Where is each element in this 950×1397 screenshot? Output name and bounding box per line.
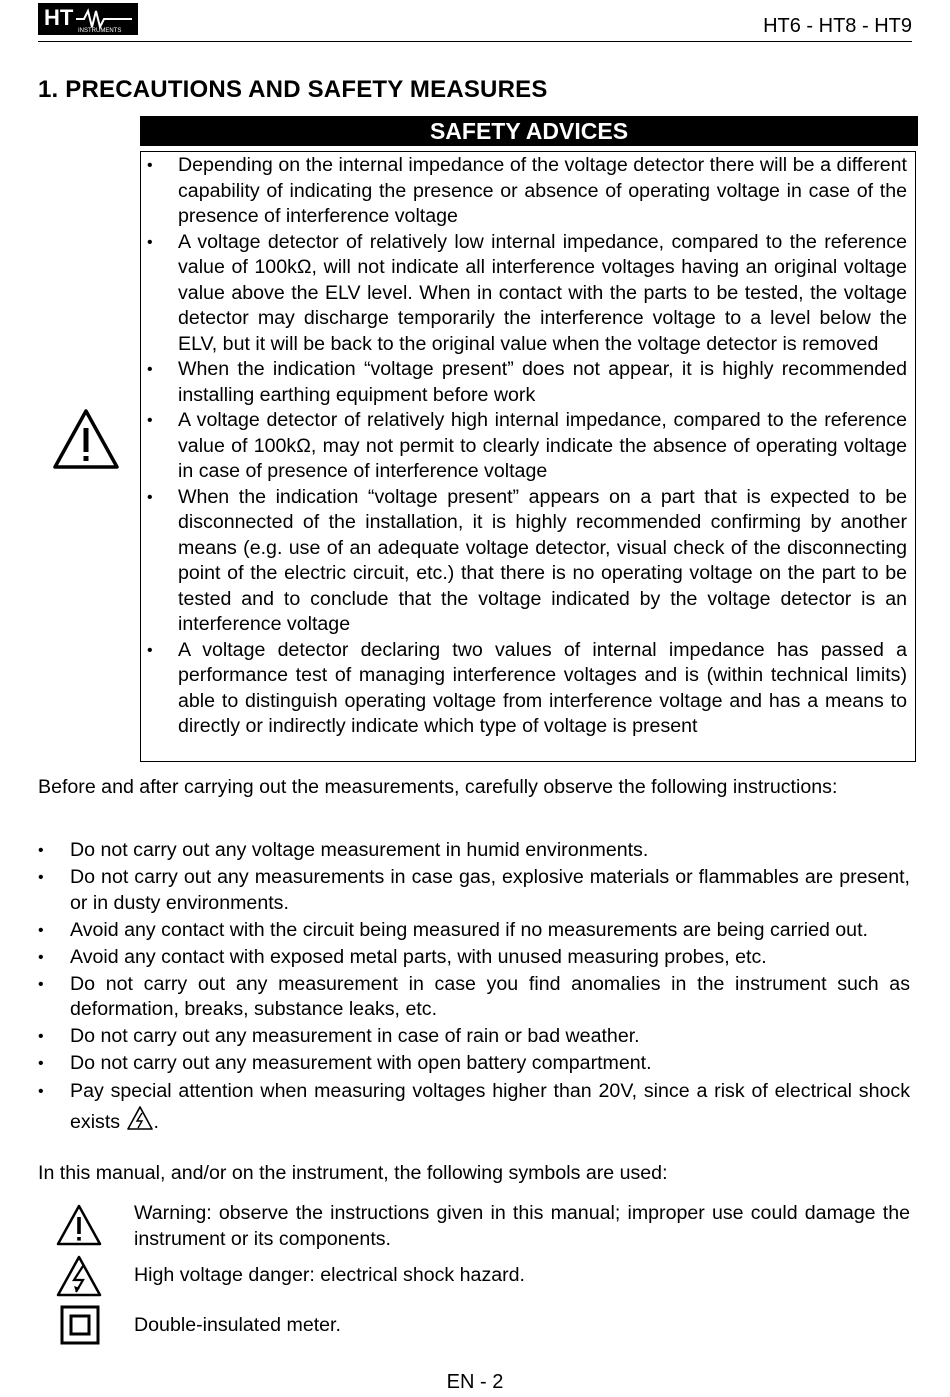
safety-advices-title: SAFETY ADVICES (140, 116, 918, 146)
high-voltage-icon (55, 1254, 103, 1298)
list-item: • Do not carry out any measurement in case you find anomalies in the instrument such as deformation, breaks, substance leaks, etc. (38, 972, 910, 1023)
list-item-end: . (153, 1111, 159, 1133)
list-item: • Do not carry out any measurement with open battery compartment. (38, 1051, 910, 1077)
list-item (38, 1078, 910, 1136)
instructions-list (38, 838, 910, 1138)
logo-subtext: INSTRUMENTS (78, 28, 122, 34)
list-item: • When the indication “voltage present” appears on a part that is expected to be disconnected of the installation, it is highly recommended confirming by another means (e.g. use of an adequate voltage detector, visual check of the disconnecting point of the electric circuit, etc.) that there is no operating voltage on the part to be tested and to conclude that the voltage indicated by the voltage detector is an interference voltage (141, 485, 911, 638)
model-label: HT6 - HT8 - HT9 (763, 15, 912, 37)
warning-icon (52, 408, 120, 470)
list-item: • Depending on the internal impedance of the voltage detector there will be a different capability of indicating the presence or absence of operating voltage in case of the presence of interference voltage (141, 153, 911, 230)
warning-symbol-text: Warning: observe the instructions given in this manual; improper use could damage the instrument or its components. (134, 1202, 910, 1250)
logo-text: HT (44, 5, 74, 30)
double-insulated-symbol-text: Double-insulated meter. (134, 1314, 341, 1336)
list-item: • Do not carry out any measurement in case of rain or bad weather. (38, 1024, 910, 1050)
section-title: 1. PRECAUTIONS AND SAFETY MEASURES (38, 76, 548, 103)
list-item: • Do not carry out any voltage measurement in humid environments. (38, 838, 910, 864)
list-item: • Avoid any contact with the circuit being measured if no measurements are being carried out. (38, 918, 910, 944)
instructions-intro: Before and after carrying out the measurements, carefully observe the following instructions: (38, 776, 838, 798)
page-number: EN - 2 (446, 1371, 504, 1393)
list-item: • Do not carry out any measurements in case gas, explosive materials or flammables are present, or in dusty environments. (38, 865, 910, 916)
high-voltage-icon (126, 1105, 154, 1131)
double-insulation-icon (60, 1305, 100, 1345)
list-item-text: Pay special attention when measuring voltages higher than 20V, since a risk of electrical shock exists (70, 1080, 910, 1133)
list-item: • Avoid any contact with exposed metal parts, with unused measuring probes, etc. (38, 945, 910, 971)
list-item: • When the indication “voltage present” does not appear, it is highly recommended installing earthing equipment before work (141, 357, 911, 408)
list-item: • A voltage detector of relatively low internal impedance, compared to the reference value of 100kΩ, will not indicate all interference voltages having an original voltage value above the ELV level. When in contact with the parts to be tested, the voltage detector may discharge temporarily the interference voltage to a level below the ELV, but it will be back to the original value when the voltage detector is removed (141, 230, 911, 358)
list-item: • A voltage detector of relatively high internal impedance, compared to the reference value of 100kΩ, may not permit to clearly indicate the absence of operating voltage in case of presence of interference voltage (141, 408, 911, 485)
high-voltage-symbol-text: High voltage danger: electrical shock hazard. (134, 1264, 526, 1286)
page-header (38, 0, 912, 42)
warning-icon (55, 1203, 103, 1247)
safety-advices-list (141, 153, 911, 740)
ht-logo (38, 3, 138, 35)
list-item: • A voltage detector declaring two values of internal impedance has passed a performance test of managing interference voltages and is (within technical limits) able to distinguish operating voltage from interference voltage and has a means to directly or indirectly indicate which type of voltage is present (141, 638, 911, 740)
safety-advices-box (140, 151, 916, 762)
symbols-intro: In this manual, and/or on the instrument, the following symbols are used: (38, 1162, 668, 1184)
